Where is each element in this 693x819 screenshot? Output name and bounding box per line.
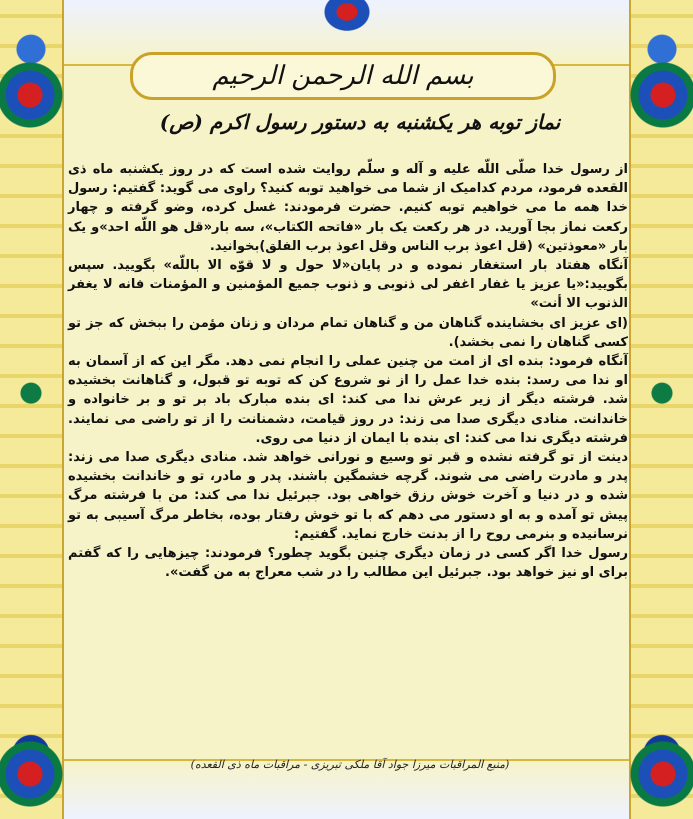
paragraph: دینت از تو گرفته نشده و قبر تو وسیع و نورانی خواهد شد. منادی دیگری صدا می زند: پدر و مادرت راضی می شوند. گرچه خشمگین باشند. پدر و مادر، تو و خاندانت بخشیده شده و در دنیا و آخرت خوش رزق خواهی بود. جبرئیل ندا می کند: من با فرشته مرگ پیش تو آمده و به او دستور می دهم که با تو خوش رفتار بوده، بخاطر مرگ آسیبی به تو نرسانیده و بنرمی روح را از بدنت خارج نماید. گفتیم: xyxy=(68,450,628,542)
paragraph: از رسول خدا صلّی اللّه علیه و آله و سلّم روایت شده است که در روز یکشنبه ماه ذی القعده فرمود، مردم کدامیک از شما می خواهید توبه کنید؟ راوی می گوید: گفتیم: رسول خدا همه ما می خواهیم توبه کنیم. حضرت فرمودند: غسل کرده، وضو گرفته و چهار رکعت نماز بجا آورید. در هر رکعت یک بار «فاتحه الکتاب»، سه بار«قل هو اللّه احد»و یک بار «معوذتین» (قل اعوذ برب الناس وقل اعوذ برب الفلق)بخوانید. xyxy=(68,162,628,254)
paragraph: رسول خدا اگر کسی در زمان دیگری چنین بگوید چطور؟ فرمودند: چیزهایی را که گفتم برای او نیز خواهد بود. جبرئیل این مطالب را در شب معراج به من گفت». xyxy=(68,546,628,581)
main-text xyxy=(68,160,628,582)
floral-ornament-icon xyxy=(628,739,693,809)
paragraph: آنگاه فرمود: بنده ای از امت من چنین عملی را انجام نمی دهد. مگر این که از آسمان به او ندا می رسد: بنده خدا عمل را از نو شروع کن که توبه تو قبول، و گناهانت بخشیده شد. فرشته دیگر از زیر عرش ندا می کند: ای بنده مبارک باد بر تو و بر خانواده و خاندانت. منادی دیگری صدا می زند: در روز قیامت، دشمنانت را از تو راضی می نمایند. فرشته دیگری ندا می کند: ای بنده با ایمان از دنیا می روی. xyxy=(68,354,628,446)
paragraph: (ای عزیز ای بخشاینده گناهان من و گناهان تمام مردان و زنان مؤمن را ببخش که جز تو کسی گناهان را نمی بخشد). xyxy=(68,315,628,350)
source-citation: (منبع المراقبات میرزا جواد آقا ملکی تبریزی - مراقبات ماه ذی القعده) xyxy=(190,758,510,771)
page-title: نماز توبه هر یکشنبه به دستور رسول اکرم (ص) xyxy=(159,110,561,134)
top-ornament-icon xyxy=(311,0,383,32)
basmala-box xyxy=(130,52,556,100)
paragraph: آنگاه هفتاد بار استغفار نموده و در پایان«لا حول و لا قوّه الا باللّه» بگویید. سپس بگویید:«یا عزیز یا غفار اغفر لی ذنوبی و ذنوب جمیع المؤمنین و المؤمنات فانه لا یغفر الذنوب الا أنت» xyxy=(68,258,628,312)
floral-ornament-icon xyxy=(628,60,693,130)
basmala: بسم الله الرحمن الرحیم xyxy=(212,61,474,91)
